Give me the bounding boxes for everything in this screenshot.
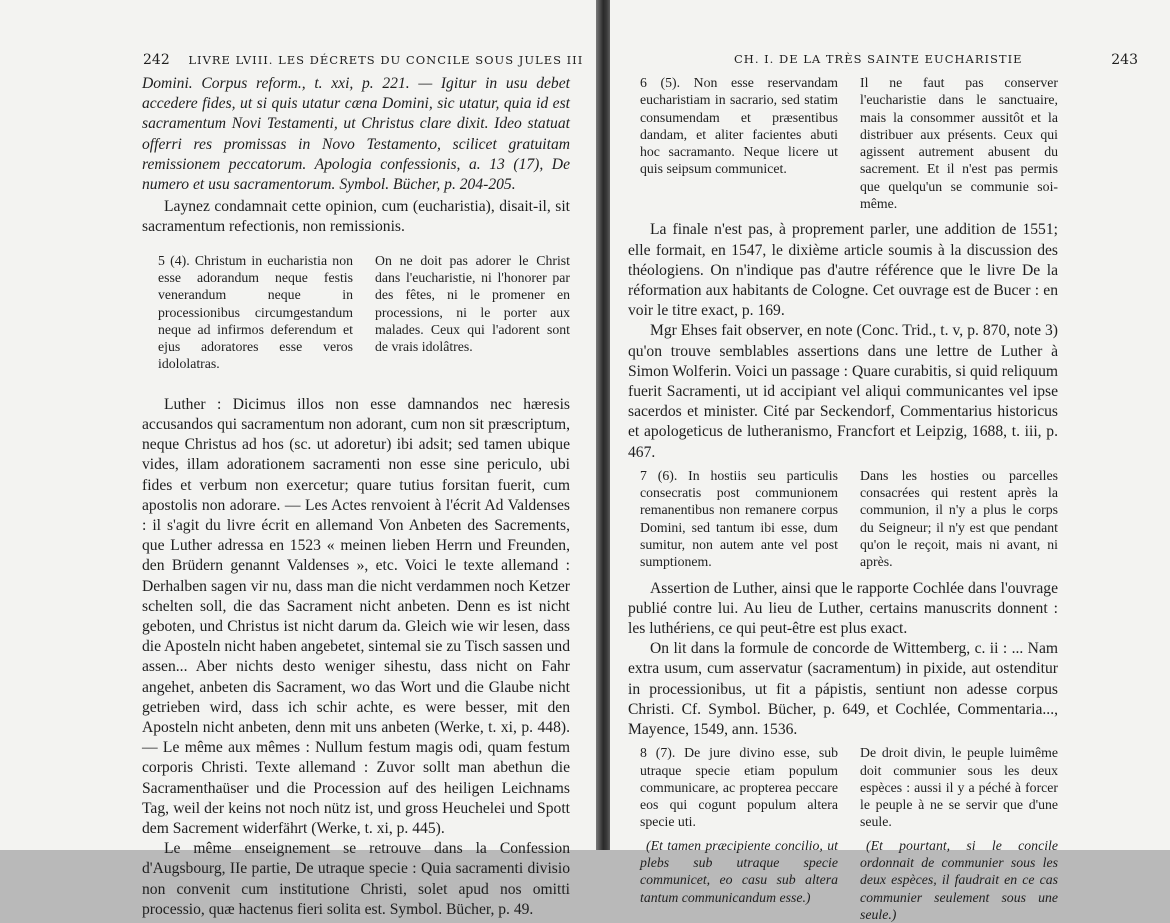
paragraph: Domini. Corpus reform., t. xxi, p. 221. — Igitur in usu debet accedere fides, ut si quis utatur cæna Domini, sic utatur, quia id est sacramentum Novi Testamenti, ut Christus clare dixit. Ideo statuat offerri res promissas in Novo Testamento, scilicet gratuitam remissionem peccatorum. Apologia confessionis, a. 13 (17), De numero et usu sacramentorum. Symbol. Bücher, p. 204-205. (142, 75, 570, 194)
right-header (734, 52, 1138, 68)
right-body (628, 74, 1058, 923)
canon-8 (640, 744, 1058, 923)
running-head: CH. I. DE LA TRÈS SAINTE EUCHARISTIE (734, 52, 1023, 66)
paragraph: Luther : Dicimus illos non esse damnandos nec hæresis accusandos qui sacramentum non adorant, cum non sit præscriptum, neque Christus ad hos (sc. ut adoretur) ibi adsit; sed tamen ubique vides, illam adorationem sacramenti non esse sine periculo, ubi fides et verbum non exercetur; quare tutius forsitan fuerit, cum apostolis non adorare. — Les Actes renvoient à l'écrit Ad Valdenses : il s'agit du livre écrit en allemand Von Anbeten des Sacrements, que Luther adressa en 1523 « meinen lieben Herrn und Freunden, den Brüdern genannt Valdenses », etc. Voici le texte allemand : Derhalben sagen vir nu, dass man die nicht verdammen noch Ketzer schelten soll, die das Sacrament nicht anbeten. Denn es ist nicht geboten, und Christus ist nicht darum da. Gleich wie wir lesen, dass die Aposteln nicht haben angebetet, sintemal sie zu Tisch sassen und assen... Aber nichts desto weniger sihestu, dass nicht on Fahr angehet, anbeten dis Sacrament, wo das Wort und die Glaube nicht getrieben wird, dass ich schir achte, es were besser, mit den Aposteln nicht anbeten, denn mit uns anbeten (Werke, t. xi, p. 448). — Le même aux mêmes : Nullum festum magis odi, quam festum corporis Christi. Texte allemand : Zuvor sollt man abethun die Sacramenthaüser und die Procession auf des heiligen Leichnams Tag, weil der keins not noch nütz ist, und gross Heuchelei und Spott dem Sacrement widerfährt (Werke, t. xi, p. 445). (142, 395, 570, 837)
canon-french: Il ne faut pas conserver l'eucharistie dans le sanctuaire, mais la consommer aussitôt et la distribuer aux présents. Ceux qui agissent autrement abusent du sacrement. Et il n'est pas permis que quelqu'un se communie soi-même. (860, 75, 1058, 212)
canon-french-column (860, 744, 1058, 923)
canon-french-note: (Et pourtant, si le concile ordonnait de communier sous les deux espèces, il faudrait en ce cas communier seulement sous une seule.) (860, 837, 1058, 922)
left-header (143, 52, 583, 68)
page-number: 243 (1111, 52, 1138, 68)
paragraph: On lit dans la formule de concorde de Wittemberg, c. ii : ... Nam extra usum, cum asservatur (sacramentum) in pixide, aut ostenditur in processionibus, ut fit a pápistis, sentiunt non adesse corpus Christi. Cf. Symbol. Bücher, p. 649, et Cochlée, Commentaria..., Mayence, 1549, ann. 1536. (628, 640, 1058, 739)
canon-french: On ne doit pas adorer le Christ dans l'eucharistie, ni l'honorer par des fêtes, ni le promener en processions, ni le porter aux malades. Ceux qui l'adorent sont de vrais idolâtres. (375, 252, 570, 355)
canon-5 (158, 252, 570, 373)
running-head: LIVRE LVIII. LES DÉCRETS DU CONCILE SOUS JULES III (188, 53, 584, 67)
paragraph: Le même enseignement se retrouve dans la Confession d'Augsbourg, IIe partie, De utraque specie : Quia sacramenti divisio non convenit cum institutione Christi, solet apud nos omitti processio, quæ hactenus fieri solita est. Symbol. Bücher, p. 49. (142, 840, 570, 918)
canon-latin: 6 (5). Non esse reservandam eucharistiam in sacrario, sed statim consumendam et præsentibus dandam, et aliter facientes abuti hoc sacramanto. Neque licere ut quis seipsum communicet. (640, 75, 838, 177)
canon-latin: 5 (4). Christum in eucharistia non esse adorandum neque festis venerandum neque in processionibus circumgestandum neque ad infirmos deferendum et ejus adoratores esse veros idololatras. (158, 252, 353, 372)
canon-latin: 8 (7). De jure divino esse, sub utraque specie etiam populum communicare, ac propterea peccare eos qui cogunt populum altera specie uti. (640, 745, 838, 830)
canon-french: Dans les hosties ou parcelles consacrées qui restent après la communion, il n'y a plus le corps du Seigneur; il n'y est que pendant qu'on le reçoit, mais ni avant, ni après. (860, 467, 1058, 570)
paragraph: Assertion de Luther, ainsi que le rapporte Cochlée dans l'ouvrage publié contre lui. Au lieu de Luther, certains manuscrits donnent : les luthériens, ce qui peut-être est plus exact. (628, 579, 1058, 637)
canon-latin-note: (Et tamen præcipiente concilio, ut plebs sub utraque specie communicet, eo casu sub altera tantum communicandum esse.) (640, 837, 838, 905)
canon-french: De droit divin, le peuple luimême doit communier sous les deux espèces : aussi il y a péché à forcer le peuple à ne se servir que d'une seule. (860, 745, 1058, 830)
page-number: 242 (143, 52, 170, 68)
canon-7 (640, 467, 1058, 571)
canon-latin-column (640, 744, 838, 923)
paragraph: Mgr Ehses fait observer, en note (Conc. Trid., t. v, p. 870, note 3) qu'on trouve semblables assertions dans une lettre de Luther à Simon Wolferin. Voici un passage : Quare curabitis, si quid reliquum fuerit Sacramenti, ut id accipiant vel aliqui communicantes vel ipse sacerdos et minister. Cité par Seckendorf, Commentarius historicus et apologeticus de lutheranismo, Francfort et Leipzig, 1688, t. iii, p. 467. (628, 322, 1058, 461)
paragraph: Laynez condamnait cette opinion, cum (eucharistia), disait-il, sit sacramentum refectionis, non remissionis. (142, 198, 570, 236)
left-body (142, 74, 570, 920)
canon-6 (640, 74, 1058, 212)
right-page (610, 0, 1170, 922)
canon-latin: 7 (6). In hostiis seu particulis consecratis post communionem remanentibus non remanere corpus Domini, sed tantum ibi esse, dum sumitur, non autem ante vel post sumptionem. (640, 467, 838, 570)
paragraph: La finale n'est pas, à proprement parler, une addition de 1551; elle formait, en 1547, le dixième article soumis à la discussion des théologiens. On n'indique pas d'autre référence que le livre De la réformation aux habitants de Cologne. Cet ouvrage est de Bucer : en voir le titre exact, p. 169. (628, 221, 1058, 320)
